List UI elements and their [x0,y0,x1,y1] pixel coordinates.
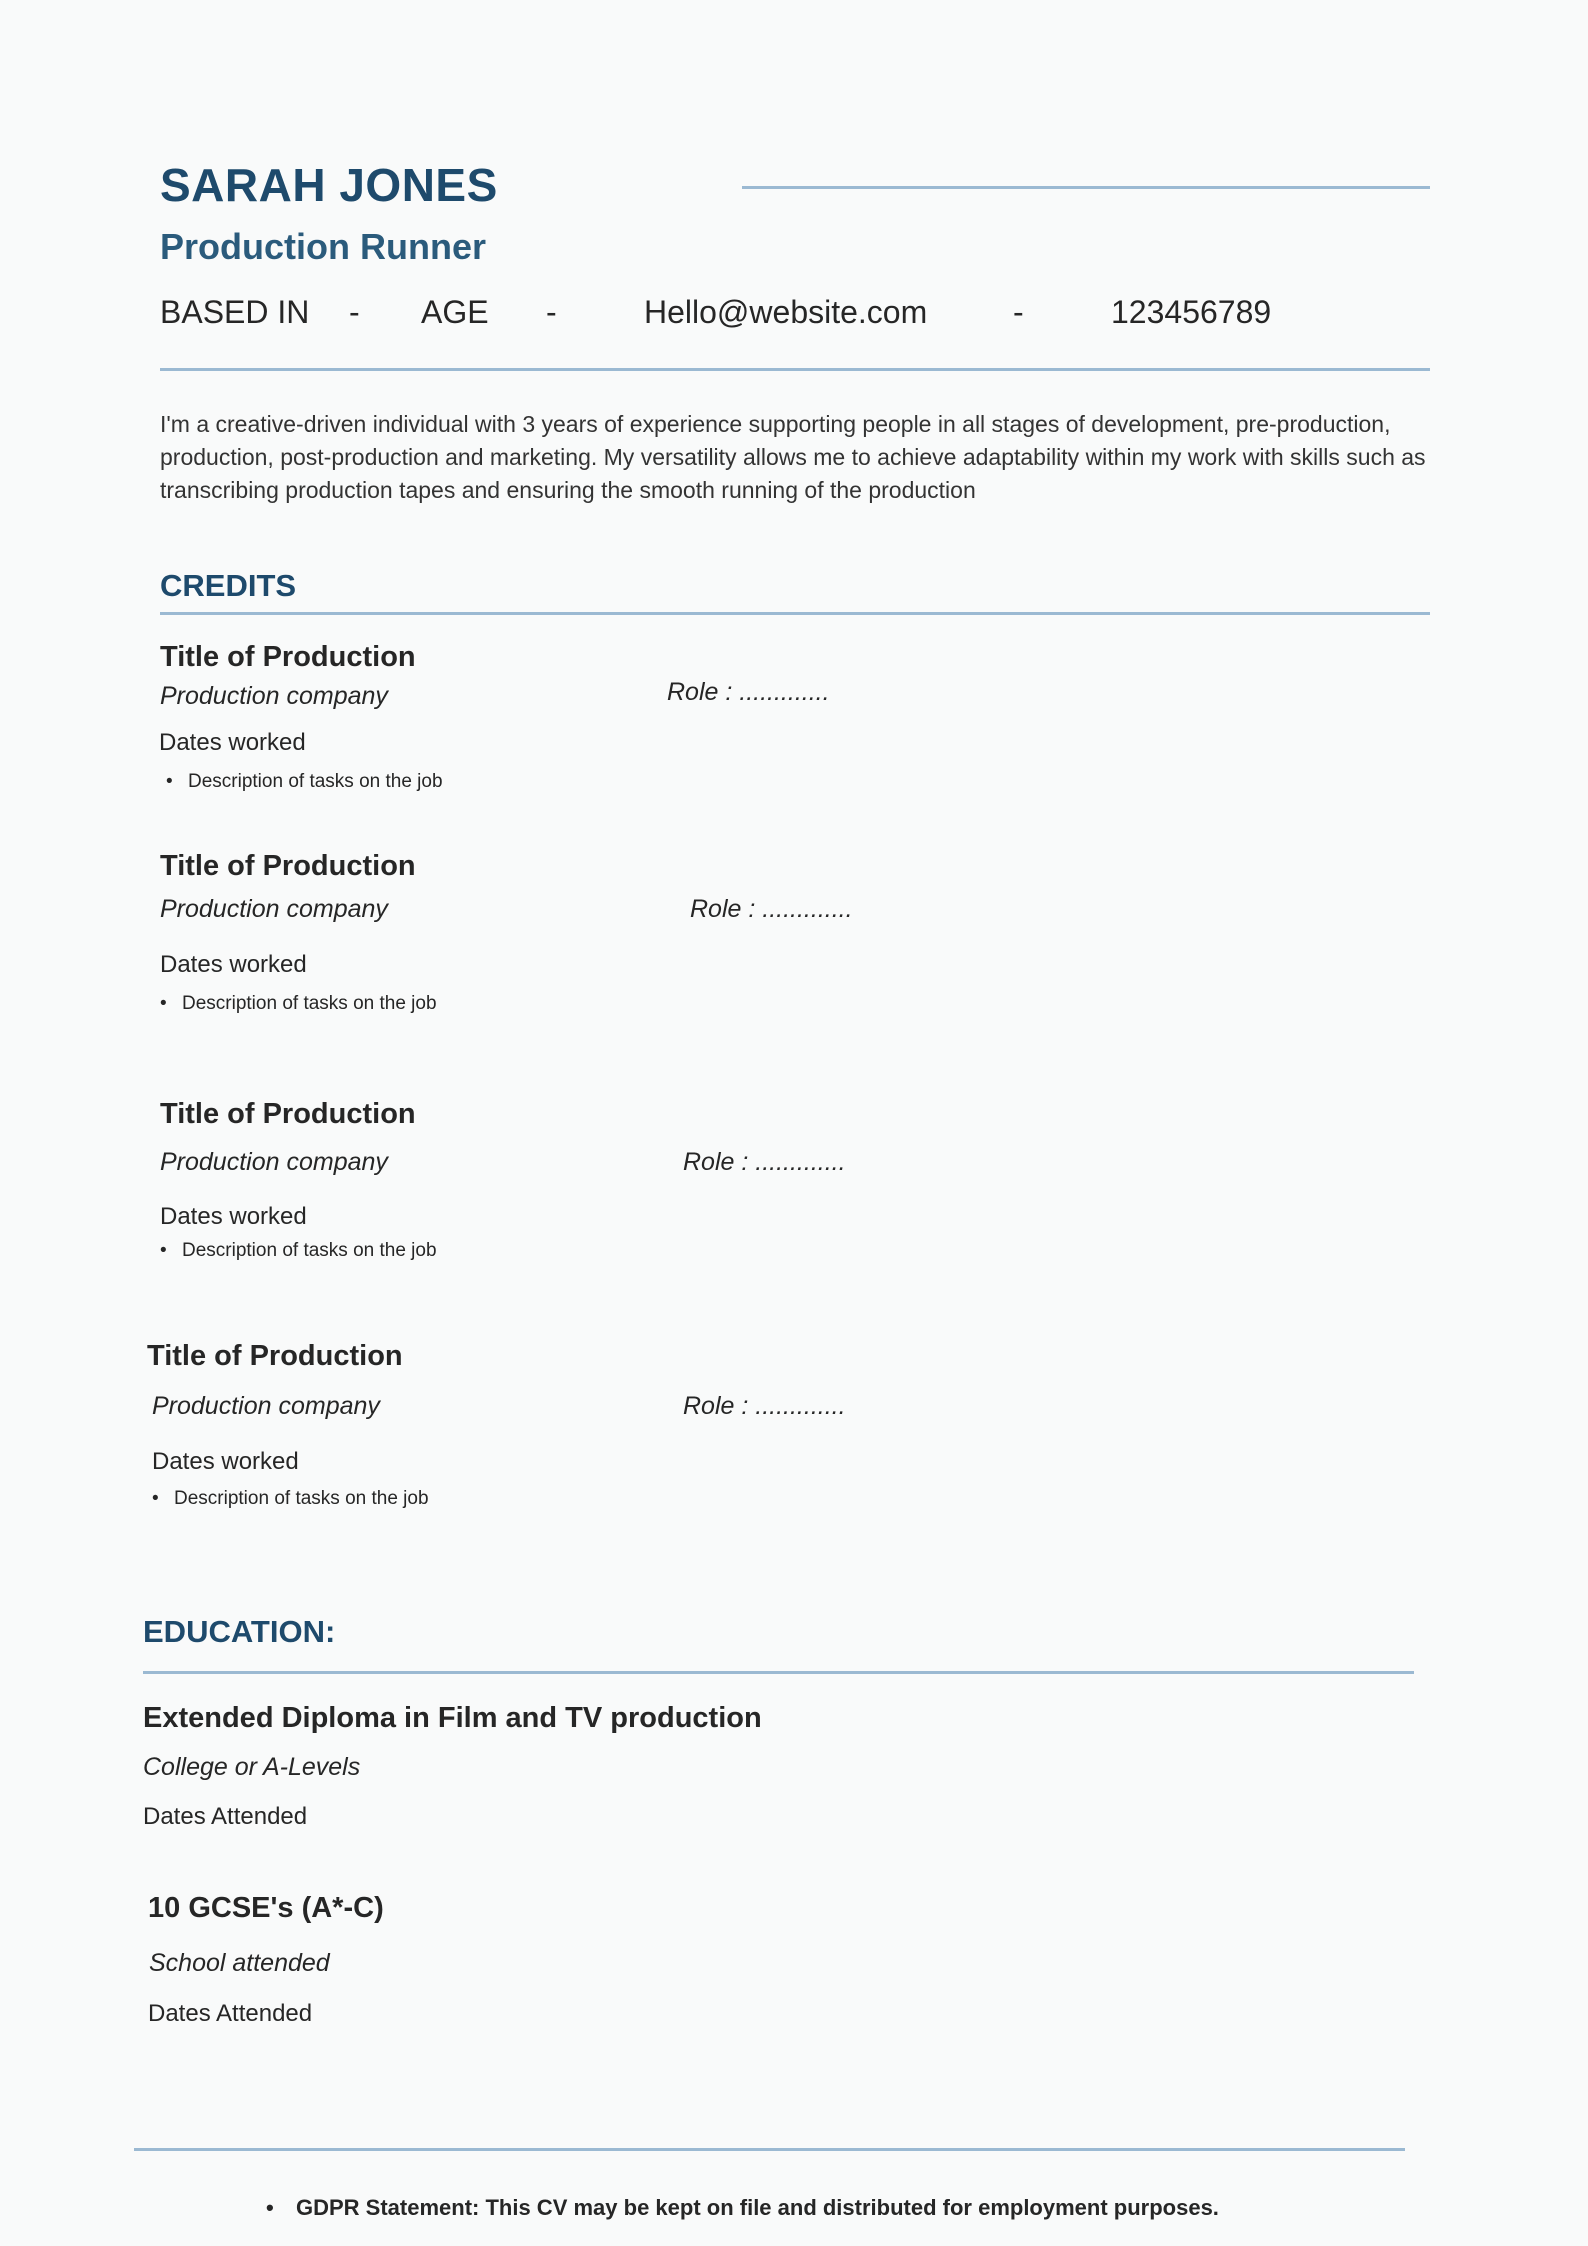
profile-summary: I'm a creative-driven individual with 3 years of experience supporting people in all stages of development, pre-production, production, post-production and marketing. My versatility allows me to achieve adaptability within my work with skills such as transcribing production tapes and ensuring the smooth running of the production [160,411,1426,503]
contact-email: Hello@website.com [644,294,928,330]
gdpr-statement: • GDPR Statement: This CV may be kept on file and distributed for employment purposes. [262,2195,1219,2221]
candidate-name: SARAH JONES [160,159,498,211]
education-divider [143,1671,1414,1674]
production-title: Title of Production [160,850,416,882]
header-divider [742,186,1430,189]
credits-divider [160,612,1430,615]
qualification-title: 10 GCSE's (A*-C) [148,1892,384,1924]
dates-attended: Dates Attended [143,1803,308,1830]
production-company: Production company [152,1392,380,1420]
contact-age: AGE [421,294,489,330]
production-title: Title of Production [160,1098,416,1130]
dates-worked: Dates worked [160,1203,307,1230]
task-bullet: • Description of tasks on the job [154,1240,437,1262]
production-role: Role : ............. [683,1392,846,1420]
production-role: Role : ............. [690,895,853,923]
production-role: Role : ............. [683,1148,846,1176]
production-company: Production company [160,895,388,923]
task-bullet: • Description of tasks on the job [154,993,437,1015]
contact-location: BASED IN [160,294,310,330]
production-company: Production company [160,682,388,710]
contact-divider [160,368,1430,371]
contact-phone: 123456789 [1111,294,1272,330]
task-bullet: • Description of tasks on the job [146,1488,429,1510]
contact-separator: - [349,294,360,330]
institution: College or A-Levels [143,1753,361,1781]
production-role: Role : ............. [667,678,830,706]
production-company: Production company [160,1148,388,1176]
task-bullet: • Description of tasks on the job [160,771,443,793]
footer-divider [134,2148,1405,2151]
production-title: Title of Production [160,641,416,673]
contact-separator: - [546,294,557,330]
dates-attended: Dates Attended [148,2000,313,2027]
dates-worked: Dates worked [152,1448,299,1475]
production-title: Title of Production [147,1340,403,1372]
dates-worked: Dates worked [160,951,307,978]
contact-separator: - [1013,294,1024,330]
credits-heading: CREDITS [160,568,297,603]
qualification-title: Extended Diploma in Film and TV production [143,1702,762,1734]
institution: School attended [149,1949,330,1977]
education-heading: EDUCATION: [143,1614,336,1649]
job-title: Production Runner [160,226,486,267]
dates-worked: Dates worked [159,729,306,756]
